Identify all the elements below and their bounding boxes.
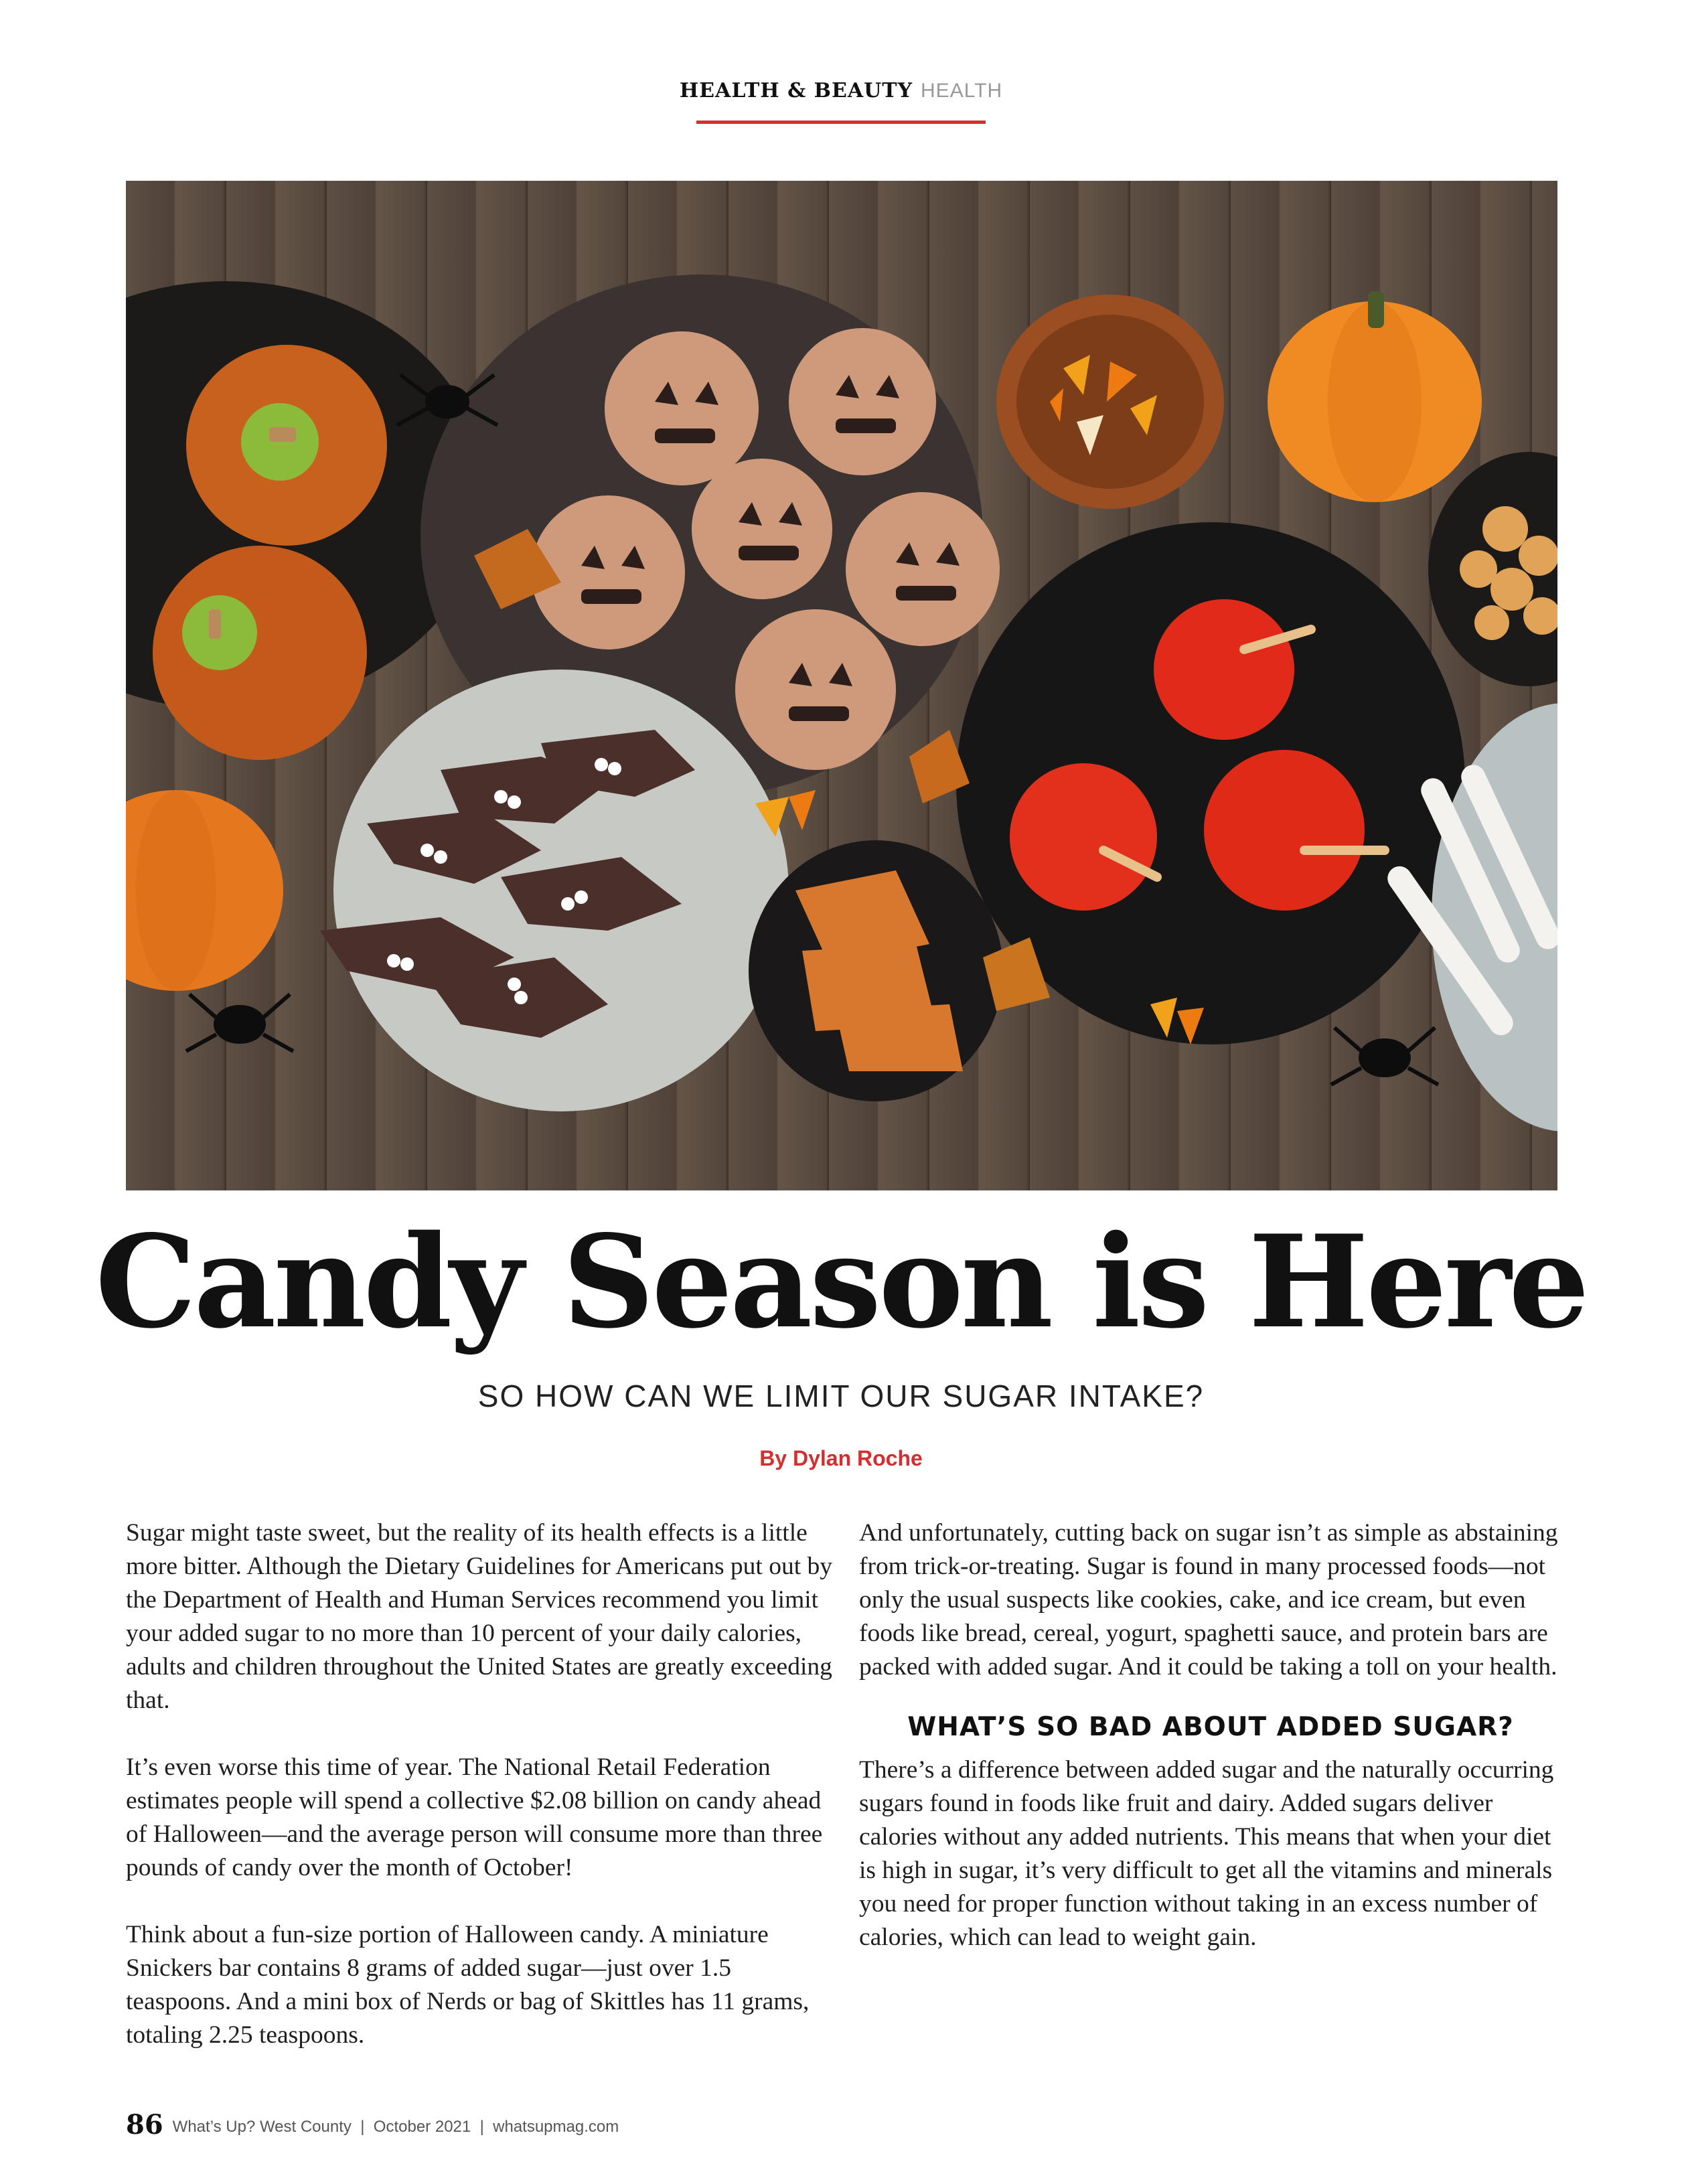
body-paragraph: And unfortunately, cutting back on sugar isn’t as simple as abstaining from trick-or-treating. Sugar is found in many processed foods—not only the usual suspects like cookies, cake, and ice cream, but even foods like bread, cereal, yogurt, spaghetti sauce, and protein bars are packed with added sugar. And it could be taking a toll on your health. <box>859 1519 1558 1681</box>
section-label <box>0 79 1682 102</box>
body-column-left <box>126 1516 836 2086</box>
body-paragraph: Sugar might taste sweet, but the reality of its health effects is a little more bitter. Although the Dietary Guidelines for Americans put out by the Department of Health and Human Services recommend you limit your added sugar to no more than 10 percent of your daily calories, adults and children throughout the United States are greatly exceeding that. <box>126 1519 832 1714</box>
section-subhead: WHAT’S SO BAD ABOUT ADDED SUGAR? <box>907 1712 1514 1742</box>
section-underline <box>696 121 986 124</box>
article-deck: SO HOW CAN WE LIMIT OUR SUGAR INTAKE? <box>477 1379 1205 1413</box>
body-paragraph: Think about a fun-size portion of Halloween candy. A miniature Snickers bar contains 8 grams of added sugar—just over 1.5 teaspoons. And a mini box of Nerds or bag of Skittles has 11 grams, totaling 2.25 teaspoons. <box>126 1921 810 2049</box>
article-byline: By Dylan Roche <box>759 1446 923 1470</box>
hero-photo <box>126 181 1557 1190</box>
section-category: HEALTH & BEAUTY <box>679 79 913 102</box>
article-title: Candy Season is Here <box>95 1207 1587 1356</box>
body-paragraph: It’s even worse this time of year. The National Retail Federation estimates people will spend a collective $2.08 billion on candy ahead of Halloween—and the average person will consume more than three pounds of candy over the month of October! <box>126 1753 823 1881</box>
section-subcategory: HEALTH <box>921 80 1003 102</box>
body-column-right <box>859 1516 1562 1988</box>
page-number: 86 <box>126 2109 163 2140</box>
page-footer <box>126 2109 619 2140</box>
footer-publication-info: What’s Up? West County | October 2021 | whatsupmag.com <box>172 2118 619 2136</box>
body-paragraph: There’s a difference between added sugar and the naturally occurring sugars found in foods like fruit and dairy. Added sugars deliver calories without any added nutrients. This means that when your diet is high in sugar, it’s very difficult to get all the vitamins and minerals you need for proper function without taking in an excess number of calories, which can lead to weight gain. <box>859 1756 1554 1951</box>
halloween-treats-illustration <box>126 181 1557 1190</box>
